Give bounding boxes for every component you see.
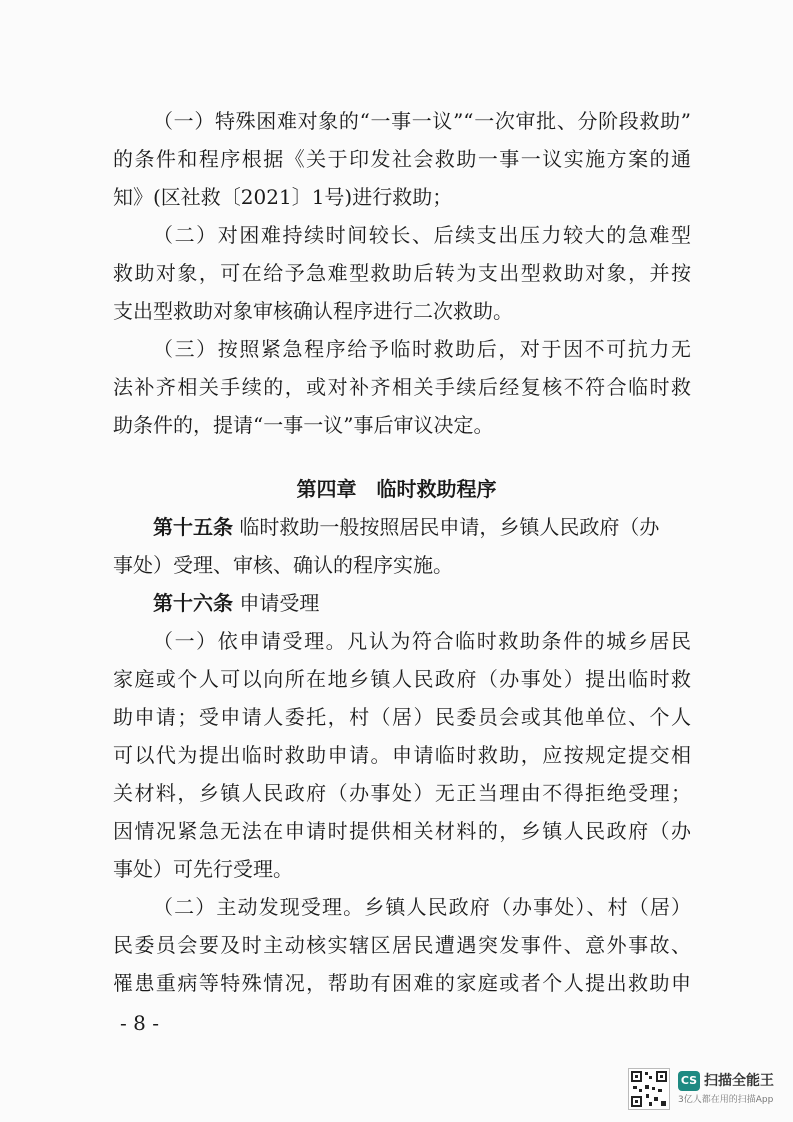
paragraph-line: （三）按照紧急程序给予临时救助后，对于因不可抗力无 xyxy=(153,337,691,361)
paragraph-line: 的条件和程序根据《关于印发社会救助一事一议实施方案的通 xyxy=(113,147,691,171)
paragraph-line: 事处）受理、审核、确认的程序实施。 xyxy=(113,553,453,577)
chapter-title: 第四章 临时救助程序 xyxy=(296,477,497,501)
paragraph-line: （二）对困难持续时间较长、后续支出压力较大的急难型 xyxy=(153,223,691,247)
paragraph-line: 支出型救助对象审核确认程序进行二次救助。 xyxy=(113,299,513,323)
article-16-text: 申请受理 xyxy=(239,591,320,615)
paragraph-line: 法补齐相关手续的，或对补齐相关手续后经复核不符合临时救 xyxy=(113,375,691,399)
paragraph-line: 关材料，乡镇人民政府（办事处）无正当理由不得拒绝受理； xyxy=(113,781,691,805)
camscanner-logo: CS xyxy=(678,1071,700,1091)
paragraph-line: 助条件的，提请“一事一议”事后审议决定。 xyxy=(113,413,494,437)
scanner-watermark xyxy=(628,1068,780,1110)
paragraph-line: 可以代为提出临时救助申请。申请临时救助，应按规定提交相 xyxy=(113,743,691,767)
article-16-label: 第十六条 xyxy=(153,591,233,615)
paragraph-line: （二）主动发现受理。乡镇人民政府（办事处）、村（居） xyxy=(153,895,691,919)
paragraph-line: 事处）可先行受理。 xyxy=(113,857,293,881)
qr-code-icon xyxy=(628,1068,670,1110)
paragraph-line: （一）依申请受理。凡认为符合临时救助条件的城乡居民 xyxy=(153,629,691,653)
paragraph-line: 民委员会要及时主动核实辖区居民遭遇突发事件、意外事故、 xyxy=(113,933,691,957)
paragraph-line: 因情况紧急无法在申请时提供相关材料的，乡镇人民政府（办 xyxy=(113,819,691,843)
article-15-line xyxy=(153,514,691,540)
scanner-tagline: 3亿人都在用的扫描App xyxy=(678,1095,774,1105)
article-15-label: 第十五条 xyxy=(153,515,233,539)
page-number: - 8 - xyxy=(120,1011,159,1035)
article-15-text: 临时救助一般按照居民申请，乡镇人民政府（办 xyxy=(239,515,660,539)
paragraph-line: 家庭或个人可以向所在地乡镇人民政府（办事处）提出临时救 xyxy=(113,667,691,691)
paragraph-line: （一）特殊困难对象的“一事一议”“一次审批、分阶段救助” xyxy=(153,109,691,133)
paragraph-line: 助申请；受申请人委托，村（居）民委员会或其他单位、个人 xyxy=(113,705,691,729)
paragraph-line: 知》(区社救〔2021〕1号)进行救助； xyxy=(113,185,453,209)
scanner-app-name: 扫描全能王 xyxy=(704,1073,774,1089)
paragraph-line: 救助对象，可在给予急难型救助后转为支出型救助对象，并按 xyxy=(113,261,691,285)
article-16-line xyxy=(153,590,691,616)
paragraph-line: 罹患重病等特殊情况，帮助有困难的家庭或者个人提出救助申 xyxy=(113,971,691,995)
